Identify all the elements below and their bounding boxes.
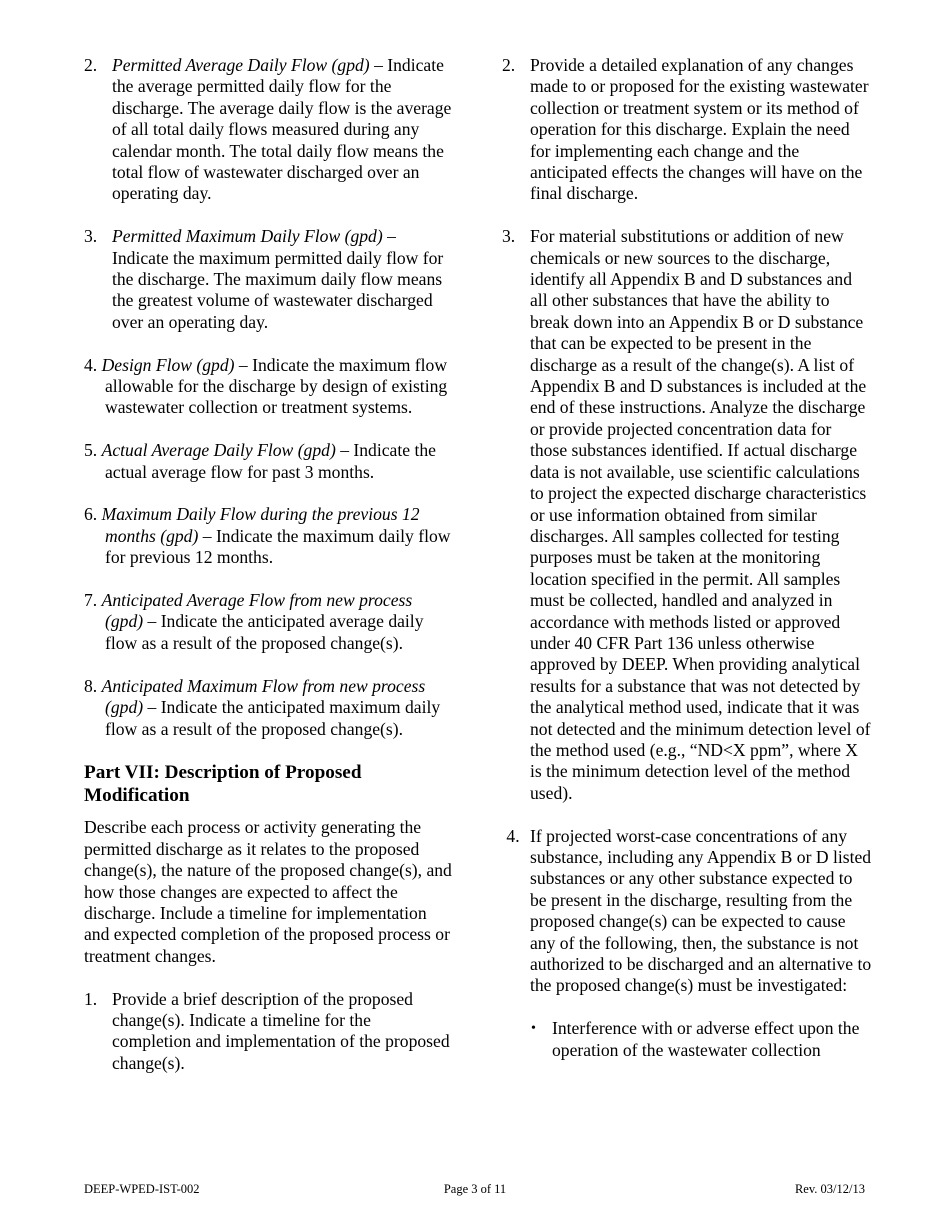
item-number: 1. <box>84 988 98 1009</box>
bullet-item <box>531 1018 872 1061</box>
item-term: Actual Average Daily Flow (gpd) <box>101 440 336 461</box>
item-number: 2. <box>502 55 516 75</box>
item-text: Indicate the maximum flow allowable for the discharge by design of existing wastewater collection or treatment systems. <box>105 354 448 418</box>
left-column <box>84 55 454 1096</box>
list-item <box>84 55 454 205</box>
list-item <box>502 55 872 205</box>
footer-page-number: Page 3 of 11 <box>443 1182 507 1196</box>
section-heading: Part VII: Description of Proposed Modification <box>84 762 362 807</box>
list-item <box>84 989 454 1075</box>
item-text: Indicate the maximum daily flow for previous 12 months. <box>105 525 451 568</box>
item-number: 3. <box>502 226 516 247</box>
item-term: Anticipated Average Flow from new process (gpd) <box>101 590 413 632</box>
list-item: 7. Anticipated Average Flow from new process (gpd) – Indicate the anticipated average daily flow as a result of the proposed change(s). <box>84 590 424 653</box>
item-text: Provide a brief description of the proposed change(s). Indicate a timeline for the completion and implementation of the proposed change(s). <box>112 988 450 1073</box>
list-item <box>84 226 454 333</box>
item-number: 3. <box>84 226 98 247</box>
list-item: 5. Actual Average Daily Flow (gpd) – Indicate the actual average flow for past 3 months. <box>84 440 436 482</box>
item-body: Permitted Average Daily Flow (gpd) – Indicate the average permitted daily flow for the discharge. The average daily flow is the average of all total daily flows measured during any calendar month. The total daily flow means the total flow of wastewater discharged over an operating day. <box>112 55 452 204</box>
item-term: Permitted Maximum Daily Flow (gpd) <box>112 226 383 247</box>
item-term: Maximum Daily Flow during the previous 12 months (gpd) <box>101 504 420 546</box>
item-number: 7. <box>84 590 102 611</box>
item-text: Provide a detailed explanation of any changes made to or proposed for the existing wastewater collection or treatment system or its method of operation for this discharge. Explain the need for implementing each change and the anticipated effects the changes will have on the final discharge. <box>530 55 869 204</box>
item-text: Indicate the actual average flow for past 3 months. <box>105 440 436 482</box>
item-number: 4. <box>84 354 102 375</box>
list-item: 4. Design Flow (gpd) – Indicate the maximum flow allowable for the discharge by design of existing wastewater collection or treatment systems. <box>84 354 448 418</box>
item-number: 8. <box>84 675 102 696</box>
item-text: If projected worst-case concentrations of any substance, including any Appendix B or D listed substances or any other substance expected to be present in the discharge, resulting from the proposed change(s) can be expected to cause any of the following, then, the substance is not authorized to be discharged and an alternative to the proposed change(s) must be investigated: <box>530 825 872 996</box>
item-term: Permitted Average Daily Flow (gpd) <box>112 55 370 75</box>
item-number: 2. <box>84 55 98 75</box>
item-text: For material substitutions or addition of new chemicals or new sources to the discharge, identify all Appendix B and D substances and all other substances that have the ability to break down into an Appendix B or D substance that can be expected to be present in the discharge as a result of the change(s). A list of Appendix B and D substances is included at the end of these instructions. Analyze the discharge or provide projected concentration data for those substances identified. If actual discharge data is not available, use scientific calculations to project the expected discharge characteristics or use information obtained from similar discharges. All samples collected for testing purposes must be taken at the monitoring location specified in the permit. All samples must be collected, handled and analyzed in accordance with methods listed or approved under 40 CFR Part 136 unless otherwise approved by DEEP. When providing analytical results for a substance that was not detected by the analytical method used, indicate that it was not detected and the minimum detection level of the method used (e.g., “ND<X ppm”, where X is the minimum detection level of the method used). <box>530 226 871 803</box>
item-body: Permitted Maximum Daily Flow (gpd) – Indicate the maximum permitted daily flow for the discharge. The maximum daily flow means the greatest volume of wastewater discharged over an operating day. <box>112 226 444 332</box>
list-item <box>502 826 872 997</box>
item-text: Indicate the anticipated average daily flow as a result of the proposed change(s). <box>105 611 424 653</box>
list-item <box>502 226 872 804</box>
footer-form-id: DEEP-WPED-IST-002 <box>84 1182 200 1196</box>
item-number: 4. <box>502 825 520 846</box>
item-text: Indicate the anticipated maximum daily flow as a result of the proposed change(s). <box>105 697 441 739</box>
bullet-icon: • <box>531 1021 536 1037</box>
right-column <box>502 55 872 1061</box>
list-item: 6. Maximum Daily Flow during the previous 12 months (gpd) – Indicate the maximum daily flow for previous 12 months. <box>84 504 451 568</box>
item-text: Indicate the maximum permitted daily flow for the discharge. The maximum daily flow means the greatest volume of wastewater discharged over an operating day. <box>112 247 444 332</box>
section-intro: Describe each process or activity generating the permitted discharge as it relates to the proposed change(s), the nature of the proposed change(s), and how those changes are expected to affect the discharge. Include a timeline for implementation and expected completion of the proposed process or treatment changes. <box>84 817 452 966</box>
item-number: 6. <box>84 504 102 525</box>
item-term: Anticipated Maximum Flow from new process (gpd) <box>101 675 426 718</box>
list-item: 8. Anticipated Maximum Flow from new process (gpd) – Indicate the anticipated maximum daily flow as a result of the proposed change(s). <box>84 675 441 739</box>
bullet-text: Interference with or adverse effect upon the operation of the wastewater collection <box>552 1018 860 1060</box>
footer-revision: Rev. 03/12/13 <box>794 1182 865 1196</box>
item-number: 5. <box>84 440 102 461</box>
item-text: Indicate the average permitted daily flow for the discharge. The average daily flow is the average of all total daily flows measured during any calendar month. The total daily flow means the total flow of wastewater discharged over an operating day. <box>112 55 452 204</box>
item-term: Design Flow (gpd) <box>101 354 235 375</box>
